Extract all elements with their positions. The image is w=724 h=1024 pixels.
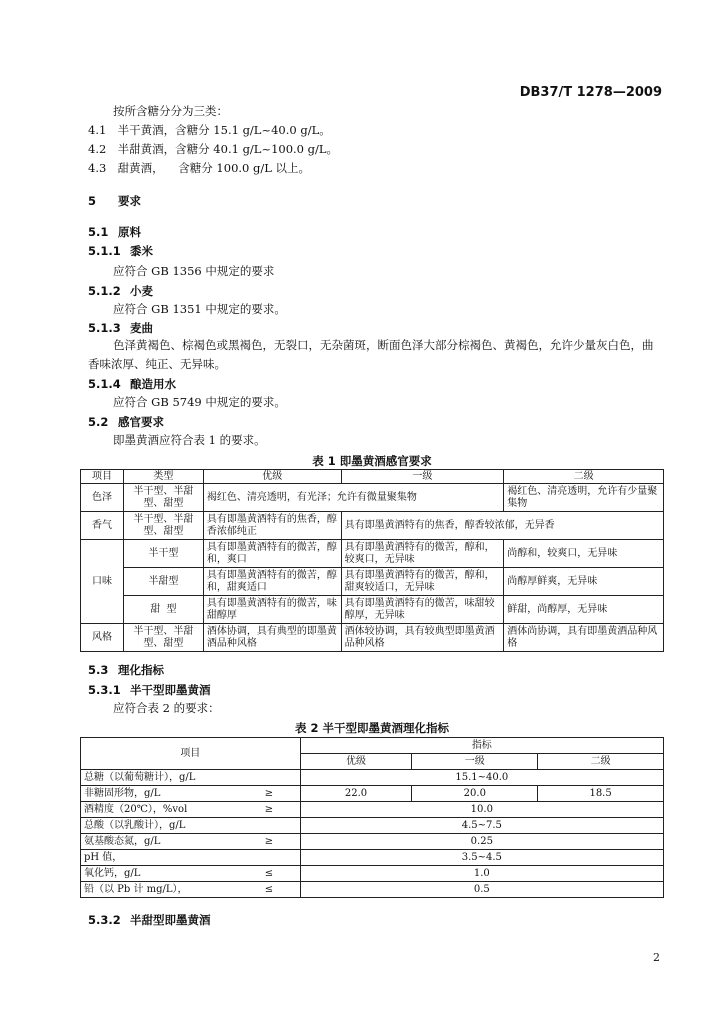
table-cell: 甜 型 (123, 596, 203, 624)
table-cell: 15.1~40.0 (300, 770, 663, 786)
table-row (81, 540, 664, 568)
table-row (81, 512, 664, 540)
table-cell: 酒体协调，具有典型的即墨黄酒品种风格 (203, 624, 341, 652)
table-cell: 类型 (123, 470, 203, 484)
table-cell: 半干型 (123, 540, 203, 568)
table-row (81, 882, 664, 898)
table-cell (238, 850, 300, 866)
section-5-3-1-text: 应符合表 2 的要求： (113, 701, 220, 715)
table-row (81, 786, 664, 802)
table-row (81, 624, 664, 652)
table-cell: ≤ (238, 882, 300, 898)
table-cell: 褐红色、清亮透明，有光泽；允许有微量聚集物 (203, 484, 503, 512)
table-cell: 项目 (81, 470, 124, 484)
section-5-1-3-heading: 5.1.3 麦曲 (88, 321, 154, 335)
table-1-caption: 表 1 即墨黄酒感官要求 (312, 454, 432, 468)
table-row (81, 568, 664, 596)
table-cell: 具有即墨黄酒特有的微苦，醇和，甜爽较适口，无异味 (341, 568, 504, 596)
section-5-2-heading: 5.2 感官要求 (88, 415, 165, 429)
type-item-4-1: 4.1 半干黄酒，含糖分 15.1 g/L~40.0 g/L。 (88, 123, 331, 137)
table-cell: 酒体尚协调，具有即墨黄酒品种风格 (504, 624, 664, 652)
section-5-3-heading: 5.3 理化指标 (88, 663, 165, 677)
table-cell: 项目 (81, 738, 301, 770)
table-cell: 鲜甜，尚醇厚，无异味 (504, 596, 664, 624)
page-number: 2 (653, 951, 660, 964)
document-id: DB37/T 1278—2009 (519, 85, 662, 100)
table-cell: 香气 (81, 512, 124, 540)
table-row (81, 866, 664, 882)
table-cell: 半干型、半甜型、甜型 (123, 512, 203, 540)
section-5-1-1-heading: 5.1.1 黍米 (88, 244, 154, 258)
table-cell: 22.0 (300, 786, 412, 802)
section-5-3-2-heading: 5.3.2 半甜型即墨黄酒 (88, 913, 211, 927)
table-cell: 具有即墨黄酒特有的微苦，醇和，甜爽适口 (203, 568, 341, 596)
table-cell: 非糖固形物，g/L (81, 786, 239, 802)
table-row (81, 802, 664, 818)
table-cell: 氨基酸态氮，g/L (81, 834, 239, 850)
table-row (81, 484, 664, 512)
type-item-4-3: 4.3 甜黄酒， 含糖分 100.0 g/L 以上。 (88, 161, 311, 175)
table-cell: 半干型、半甜型、甜型 (123, 484, 203, 512)
table-2 (80, 737, 664, 898)
table-cell: 尚醇和，较爽口，无异味 (504, 540, 664, 568)
table-row (81, 850, 664, 866)
section-5-2-text: 即墨黄酒应符合表 1 的要求。 (113, 433, 266, 447)
section-5-1-4-heading: 5.1.4 酿造用水 (88, 377, 177, 391)
table-cell (238, 770, 300, 786)
table-cell: 指标 (300, 738, 663, 754)
table-cell: 酒精度（20℃），%vol (81, 802, 239, 818)
table-row (81, 770, 664, 786)
table-cell: 一级 (341, 470, 504, 484)
intro-text: 按所含糖分分为三类： (113, 104, 228, 118)
table-cell: 具有即墨黄酒特有的微苦，味甜较醇厚，无异味 (341, 596, 504, 624)
section-5-1-heading: 5.1 原料 (88, 225, 142, 239)
section-5-1-2-heading: 5.1.2 小麦 (88, 284, 154, 298)
section-5-1-3-text: 色泽黄褐色、棕褐色或黑褐色，无裂口，无杂菌斑，断面色泽大部分棕褐色、黄褐色，允许少量灰白色，曲香味浓厚、纯正、无异味。 (88, 338, 654, 371)
table-cell: 具有即墨黄酒特有的焦香，醇香浓郁纯正 (203, 512, 341, 540)
table-row (81, 596, 664, 624)
table-cell: 总糖（以葡萄糖计），g/L (81, 770, 239, 786)
table-cell: 风格 (81, 624, 124, 652)
table-cell: 3.5~4.5 (300, 850, 663, 866)
table-cell: 18.5 (538, 786, 664, 802)
section-5-heading: 5 要求 (88, 194, 142, 208)
table-row (81, 818, 664, 834)
table-cell: 具有即墨黄酒特有的微苦，味甜醇厚 (203, 596, 341, 624)
table-cell: ≥ (238, 786, 300, 802)
table-cell: 优级 (300, 754, 412, 770)
type-item-4-2: 4.2 半甜黄酒，含糖分 40.1 g/L~100.0 g/L。 (88, 142, 339, 156)
table-cell: 4.5~7.5 (300, 818, 663, 834)
table-cell: ≥ (238, 802, 300, 818)
table-cell: pH 值， (81, 850, 239, 866)
table-cell: 优级 (203, 470, 341, 484)
table-cell: 半干型、半甜型、甜型 (123, 624, 203, 652)
table-2-caption: 表 2 半干型即墨黄酒理化指标 (294, 721, 449, 735)
table-cell: ≥ (238, 834, 300, 850)
table-cell: 铅（以 Pb 计 mg/L）， (81, 882, 239, 898)
table-cell: 0.25 (300, 834, 663, 850)
table-cell: 二级 (538, 754, 664, 770)
section-5-1-2-text: 应符合 GB 1351 中规定的要求。 (113, 302, 286, 316)
table-2-header-row (81, 738, 664, 754)
table-cell: 1.0 (300, 866, 663, 882)
table-cell: 褐红色、清亮透明，允许有少量聚集物 (504, 484, 664, 512)
table-cell: 一级 (412, 754, 538, 770)
table-1 (80, 469, 664, 652)
table-cell: 酒体较协调，具有较典型即墨黄酒品种风格 (341, 624, 504, 652)
table-cell: 总酸（以乳酸计），g/L (81, 818, 239, 834)
section-5-1-4-text: 应符合 GB 5749 中规定的要求。 (113, 395, 286, 409)
section-5-3-1-heading: 5.3.1 半干型即墨黄酒 (88, 683, 211, 697)
table-cell: 20.0 (412, 786, 538, 802)
table-cell: 10.0 (300, 802, 663, 818)
table-cell: ≤ (238, 866, 300, 882)
table-cell: 具有即墨黄酒特有的焦香，醇香较浓郁，无异香 (341, 512, 663, 540)
table-cell: 半甜型 (123, 568, 203, 596)
table-cell: 尚醇厚鲜爽，无异味 (504, 568, 664, 596)
table-cell: 具有即墨黄酒特有的微苦，醇和，爽口 (203, 540, 341, 568)
table-cell (238, 818, 300, 834)
table-cell: 氧化钙，g/L (81, 866, 239, 882)
table-row (81, 834, 664, 850)
table-cell: 具有即墨黄酒特有的微苦，醇和，较爽口，无异味 (341, 540, 504, 568)
table-cell: 0.5 (300, 882, 663, 898)
table-cell: 色泽 (81, 484, 124, 512)
section-5-1-1-text: 应符合 GB 1356 中规定的要求 (113, 264, 275, 278)
table-cell: 二级 (504, 470, 664, 484)
table-1-header-row (81, 470, 664, 484)
table-cell: 口味 (81, 540, 124, 624)
